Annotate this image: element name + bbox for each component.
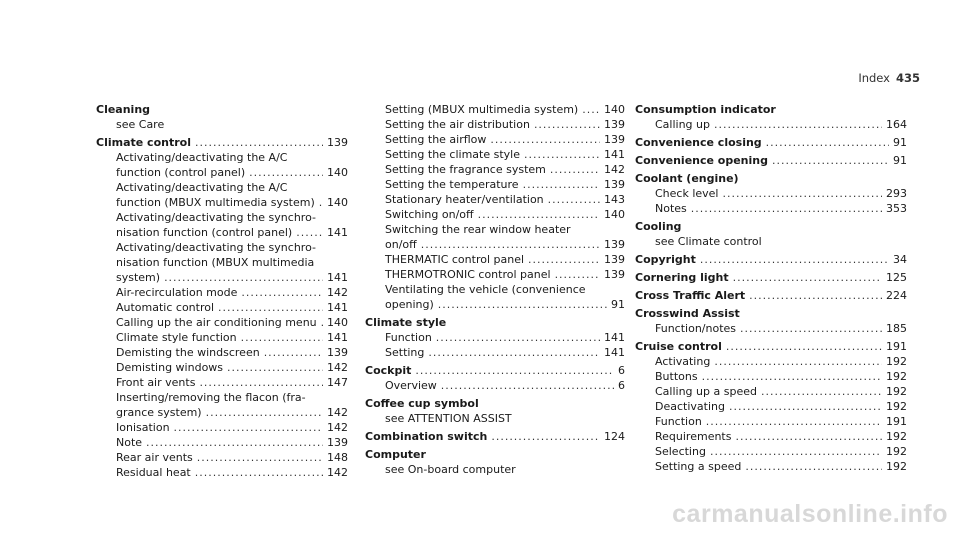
index-subentry: [365, 345, 625, 360]
index-subentry: [635, 201, 907, 216]
index-heading: [365, 396, 625, 411]
index-subentry: [635, 186, 907, 201]
entry-text: see Care: [116, 118, 165, 131]
page-reference: 293: [886, 187, 907, 200]
page-reference: 140: [604, 103, 625, 116]
entry-text: Rear air vents: [116, 451, 193, 464]
dot-leader: [428, 345, 600, 360]
entry-text: Setting the fragrance system: [385, 163, 546, 176]
index-column-3: [635, 102, 907, 474]
index-subentry: [96, 435, 348, 450]
page-reference: 141: [327, 301, 348, 314]
index-subentry: [96, 240, 348, 255]
index-subentry: [635, 369, 907, 384]
dot-leader: [710, 444, 882, 459]
entry-text: system): [116, 271, 161, 284]
page-reference: 142: [327, 466, 348, 479]
dot-leader: [534, 117, 600, 132]
dot-leader: [550, 162, 600, 177]
index-heading: [96, 135, 348, 150]
index-subentry: [365, 462, 625, 477]
index-subentry: [365, 117, 625, 132]
page-reference: 192: [886, 430, 907, 443]
page-header: [858, 71, 920, 85]
dot-leader: [723, 186, 883, 201]
page-reference: 141: [327, 226, 348, 239]
index-subentry: [365, 102, 625, 117]
entry-text: function (MBUX multimedia system): [116, 196, 315, 209]
index-entry: [365, 396, 625, 426]
entry-text: see ATTENTION ASSIST: [385, 412, 512, 425]
index-entry: [635, 306, 907, 336]
page-reference: 142: [327, 421, 348, 434]
entry-text: Setting the climate style: [385, 148, 521, 161]
entry-text: Front air vents: [116, 376, 196, 389]
entry-text: Calling up: [655, 118, 710, 131]
index-subentry: [365, 252, 625, 267]
dot-leader: [761, 384, 882, 399]
entry-text: Activating/deactivating the A/C: [116, 181, 288, 194]
dot-leader: [726, 339, 882, 354]
index-subentry: [96, 450, 348, 465]
entry-text: Automatic control: [116, 301, 215, 314]
page-reference: 139: [604, 133, 625, 146]
page-reference: 192: [886, 370, 907, 383]
page-reference: 139: [604, 253, 625, 266]
page-reference: 192: [886, 400, 907, 413]
index-column-1: [96, 102, 348, 480]
index-entry: [635, 219, 907, 249]
index-heading: [635, 171, 907, 186]
dot-leader: [735, 429, 882, 444]
index-heading: [365, 447, 625, 462]
index-heading: [635, 153, 907, 168]
index-subentry: [365, 297, 625, 312]
index-subentry: [635, 321, 907, 336]
dot-leader: [264, 345, 323, 360]
entry-text: Air-recirculation mode: [116, 286, 238, 299]
index-subentry: [96, 195, 348, 210]
page-reference: 191: [886, 340, 907, 353]
index-heading: [635, 306, 907, 321]
page-reference: 185: [886, 322, 907, 335]
dot-leader: [195, 465, 323, 480]
page-reference: 142: [604, 163, 625, 176]
index-entry: [635, 153, 907, 168]
page-reference: 91: [893, 154, 907, 167]
dot-leader: [296, 225, 323, 240]
index-entry: [365, 315, 625, 360]
page-reference: 140: [327, 166, 348, 179]
entry-text: Activating/deactivating the synchro-: [116, 211, 316, 224]
index-subentry: [365, 237, 625, 252]
page-reference: 192: [886, 385, 907, 398]
page-reference: 91: [893, 136, 907, 149]
entry-text: THERMOTRONIC control panel: [385, 268, 551, 281]
index-entry: [96, 135, 348, 480]
dot-leader: [528, 252, 600, 267]
dot-leader: [582, 102, 600, 117]
index-subentry: [96, 330, 348, 345]
page-reference: 34: [893, 253, 907, 266]
dot-leader: [199, 375, 323, 390]
page-reference: 224: [886, 289, 907, 302]
entry-text: Cleaning: [96, 103, 151, 116]
page-reference: 139: [327, 436, 348, 449]
dot-leader: [733, 270, 882, 285]
entry-text: Consumption indicator: [635, 103, 776, 116]
page-reference: 141: [327, 331, 348, 344]
entry-text: Buttons: [655, 370, 698, 383]
dot-leader: [749, 288, 882, 303]
page-reference: 124: [604, 430, 625, 443]
entry-text: Demisting the windscreen: [116, 346, 260, 359]
entry-text: Climate control: [96, 136, 191, 149]
index-subentry: [96, 255, 348, 270]
dot-leader: [174, 420, 323, 435]
entry-text: Cockpit: [365, 364, 412, 377]
index-entry: [635, 102, 907, 132]
entry-text: see On-board computer: [385, 463, 516, 476]
entry-text: Convenience closing: [635, 136, 762, 149]
page-reference: 141: [327, 271, 348, 284]
index-subentry: [365, 411, 625, 426]
dot-leader: [241, 330, 323, 345]
page-reference: 139: [327, 346, 348, 359]
entry-text: Calling up the air conditioning menu: [116, 316, 317, 329]
index-heading: [635, 102, 907, 117]
index-heading: [635, 288, 907, 303]
index-heading: [365, 315, 625, 330]
index-heading: [635, 135, 907, 150]
index-subentry: [635, 354, 907, 369]
index-subentry: [96, 375, 348, 390]
index-subentry: [96, 150, 348, 165]
dot-leader: [491, 429, 600, 444]
index-subentry: [365, 177, 625, 192]
entry-text: Setting (MBUX multimedia system): [385, 103, 579, 116]
entry-text: Cooling: [635, 220, 682, 233]
page-reference: 143: [604, 193, 625, 206]
entry-text: Inserting/removing the flacon (fra-: [116, 391, 306, 404]
index-subentry: [365, 132, 625, 147]
page-reference: 6: [618, 379, 625, 392]
page-reference: 140: [327, 196, 348, 209]
entry-text: Activating/deactivating the synchro-: [116, 241, 316, 254]
index-subentry: [96, 390, 348, 405]
index-subentry: [635, 234, 907, 249]
entry-text: Computer: [365, 448, 426, 461]
entry-text: Calling up a speed: [655, 385, 757, 398]
entry-text: function (control panel): [116, 166, 246, 179]
index-subentry: [365, 147, 625, 162]
page-reference: 141: [604, 346, 625, 359]
page-reference: 91: [611, 298, 625, 311]
page-reference: 192: [886, 460, 907, 473]
page-reference: 191: [886, 415, 907, 428]
index-entry: [635, 252, 907, 267]
dot-leader: [478, 207, 600, 222]
index-heading: [635, 270, 907, 285]
entry-text: Activating: [655, 355, 711, 368]
index-heading: [635, 339, 907, 354]
index-subentry: [96, 345, 348, 360]
entry-text: Cornering light: [635, 271, 729, 284]
index-entry: [365, 102, 625, 312]
index-entry: [635, 339, 907, 474]
dot-leader: [227, 360, 323, 375]
entry-text: nisation function (control panel): [116, 226, 293, 239]
dot-leader: [714, 354, 882, 369]
entry-text: Ventilating the vehicle (convenience: [385, 283, 586, 296]
index-heading: [635, 252, 907, 267]
index-entry: [365, 429, 625, 444]
page-reference: 142: [327, 406, 348, 419]
index-subentry: [635, 429, 907, 444]
index-entry: [365, 363, 625, 393]
index-subentry: [365, 330, 625, 345]
index-subentry: [96, 300, 348, 315]
dot-leader: [146, 435, 323, 450]
dot-leader: [206, 405, 323, 420]
dot-leader: [523, 177, 600, 192]
index-subentry: [365, 222, 625, 237]
page-reference: 142: [327, 286, 348, 299]
index-subentry: [96, 117, 348, 132]
index-subentry: [96, 420, 348, 435]
index-subentry: [635, 399, 907, 414]
entry-text: Demisting windows: [116, 361, 224, 374]
dot-leader: [714, 117, 882, 132]
index-entry: [635, 288, 907, 303]
dot-leader: [164, 270, 323, 285]
entry-text: Notes: [655, 202, 687, 215]
index-subentry: [635, 414, 907, 429]
index-subentry: [96, 165, 348, 180]
entry-text: Overview: [385, 379, 437, 392]
entry-text: Function: [655, 415, 702, 428]
entry-text: Climate style: [365, 316, 447, 329]
index-heading: [96, 102, 348, 117]
entry-text: Residual heat: [116, 466, 191, 479]
dot-leader: [702, 369, 882, 384]
dot-leader: [745, 459, 882, 474]
entry-text: Crosswind Assist: [635, 307, 740, 320]
index-subentry: [635, 117, 907, 132]
entry-text: Requirements: [655, 430, 732, 443]
page-reference: 140: [327, 316, 348, 329]
index-entry: [635, 270, 907, 285]
dot-leader: [729, 399, 882, 414]
entry-text: Setting the temperature: [385, 178, 519, 191]
header-label: Index: [858, 71, 890, 85]
index-subentry: [96, 360, 348, 375]
watermark: carmanualsonline.info: [672, 500, 948, 528]
entry-text: Setting a speed: [655, 460, 742, 473]
index-entry: [365, 447, 625, 477]
index-heading: [365, 429, 625, 444]
dot-leader: [438, 297, 607, 312]
entry-text: Deactivating: [655, 400, 725, 413]
entry-text: Activating/deactivating the A/C: [116, 151, 288, 164]
dot-leader: [766, 135, 889, 150]
page-reference: 141: [604, 148, 625, 161]
entry-text: Coolant (engine): [635, 172, 739, 185]
dot-leader: [490, 132, 600, 147]
page-reference: 142: [327, 361, 348, 374]
entry-text: on/off: [385, 238, 417, 251]
index-subentry: [96, 405, 348, 420]
index-subentry: [96, 270, 348, 285]
index-subentry: [96, 225, 348, 240]
dot-leader: [249, 165, 323, 180]
dot-leader: [218, 300, 323, 315]
index-subentry: [635, 444, 907, 459]
index-subentry: [365, 192, 625, 207]
page-reference: 148: [327, 451, 348, 464]
dot-leader: [772, 153, 889, 168]
dot-leader: [740, 321, 882, 336]
entry-text: Coffee cup symbol: [365, 397, 479, 410]
index-subentry: [365, 282, 625, 297]
dot-leader: [319, 195, 323, 210]
index-subentry: [365, 378, 625, 393]
entry-text: Cruise control: [635, 340, 722, 353]
page-reference: 6: [618, 364, 625, 377]
page-reference: 192: [886, 445, 907, 458]
dot-leader: [441, 378, 614, 393]
index-subentry: [96, 465, 348, 480]
index-subentry: [365, 267, 625, 282]
index-subentry: [365, 162, 625, 177]
index-subentry: [96, 285, 348, 300]
entry-text: Check level: [655, 187, 719, 200]
dot-leader: [436, 330, 600, 345]
page-reference: 140: [604, 208, 625, 221]
page-number: 435: [895, 71, 920, 85]
index-subentry: [96, 180, 348, 195]
dot-leader: [321, 315, 323, 330]
entry-text: nisation function (MBUX multimedia: [116, 256, 315, 269]
index-heading: [635, 219, 907, 234]
entry-text: Convenience opening: [635, 154, 768, 167]
entry-text: Switching the rear window heater: [385, 223, 571, 236]
entry-text: Climate style function: [116, 331, 237, 344]
entry-text: Setting: [385, 346, 425, 359]
page-reference: 139: [604, 118, 625, 131]
index-entry: [635, 135, 907, 150]
dot-leader: [700, 252, 889, 267]
entry-text: grance system): [116, 406, 202, 419]
dot-leader: [691, 201, 882, 216]
page-reference: 139: [604, 238, 625, 251]
index-entry: [96, 102, 348, 132]
entry-text: Note: [116, 436, 143, 449]
entry-text: Ionisation: [116, 421, 170, 434]
entry-text: see Climate control: [655, 235, 762, 248]
dot-leader: [421, 237, 600, 252]
page-reference: 353: [886, 202, 907, 215]
page-reference: 139: [604, 268, 625, 281]
entry-text: Combination switch: [365, 430, 488, 443]
entry-text: Stationary heater/ventilation: [385, 193, 544, 206]
index-column-2: [365, 102, 625, 477]
dot-leader: [706, 414, 882, 429]
entry-text: Copyright: [635, 253, 696, 266]
entry-text: THERMATIC control panel: [385, 253, 525, 266]
dot-leader: [555, 267, 600, 282]
page-reference: 139: [327, 136, 348, 149]
index-heading: [365, 363, 625, 378]
index-subentry: [365, 207, 625, 222]
entry-text: Cross Traffic Alert: [635, 289, 746, 302]
entry-text: Function/notes: [655, 322, 737, 335]
index-entry: [635, 171, 907, 216]
page-reference: 147: [327, 376, 348, 389]
entry-text: opening): [385, 298, 434, 311]
page-reference: 125: [886, 271, 907, 284]
entry-text: Function: [385, 331, 432, 344]
dot-leader: [195, 135, 323, 150]
index-subentry: [635, 459, 907, 474]
entry-text: Selecting: [655, 445, 706, 458]
index-subentry: [96, 315, 348, 330]
index-subentry: [96, 210, 348, 225]
index-subentry: [635, 384, 907, 399]
dot-leader: [197, 450, 323, 465]
page-reference: 139: [604, 178, 625, 191]
page-reference: 164: [886, 118, 907, 131]
entry-text: Setting the air distribution: [385, 118, 530, 131]
entry-text: Switching on/off: [385, 208, 474, 221]
dot-leader: [524, 147, 600, 162]
entry-text: Setting the airflow: [385, 133, 487, 146]
dot-leader: [415, 363, 614, 378]
dot-leader: [241, 285, 323, 300]
dot-leader: [548, 192, 600, 207]
page-reference: 192: [886, 355, 907, 368]
page-reference: 141: [604, 331, 625, 344]
